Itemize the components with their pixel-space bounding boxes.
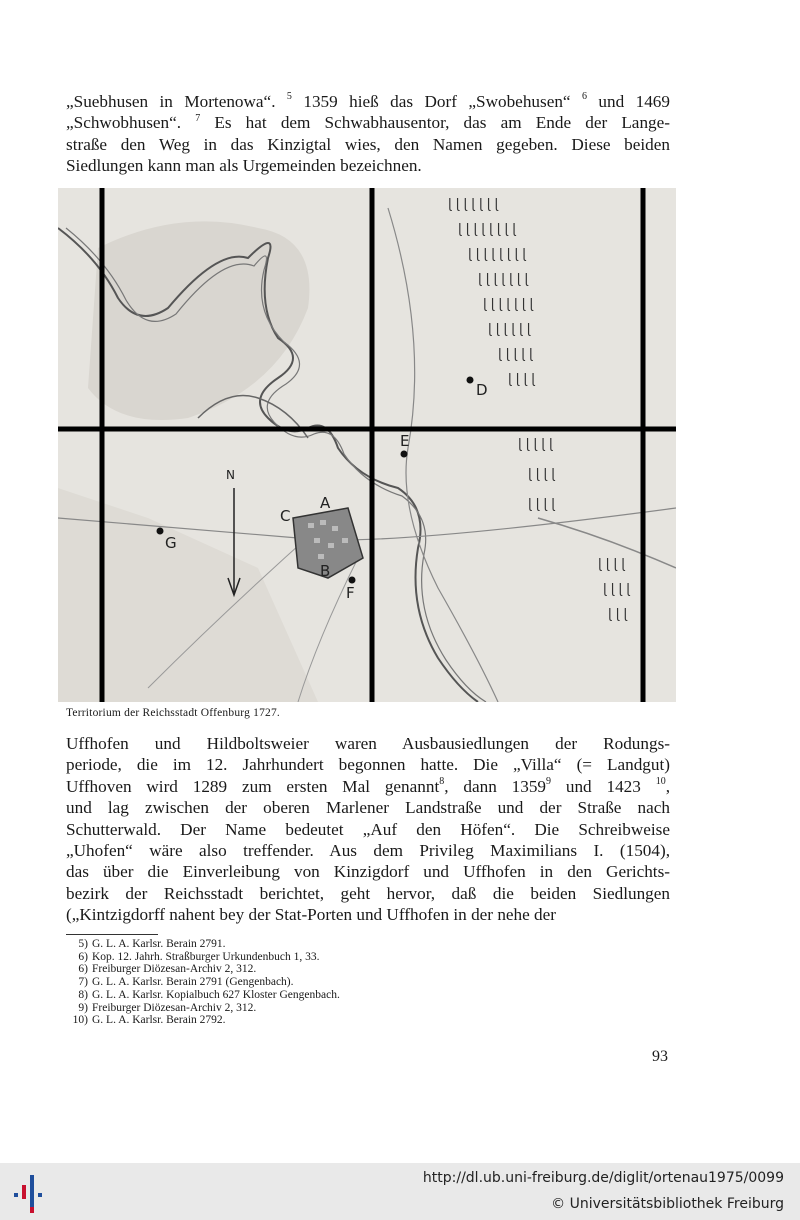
intro-line [66,155,670,176]
text-run: Uffhofen und Hildboltsweier waren Ausbausiedlungen der Rodungs- [66,734,670,753]
footnotes [66,938,670,1027]
intro-paragraph [66,91,670,177]
text-run: Es hat dem Schwabhausentor, das am Ende der Lange- [200,113,670,133]
footnote-ref: 6 [581,91,587,103]
text-run: 1359 hieß das Dorf „Swobehusen“ [291,92,582,111]
text-run: , [665,776,671,796]
footnote-number: 6) [78,963,88,976]
map-label-c: C [280,507,291,525]
map-label-e: E [400,432,410,450]
footnote-number: 8) [78,988,88,1001]
text-run: Schutterwald. Der Name bedeutet „Auf den Höfen“. Die Schreibweise [66,819,670,839]
footnote-ref: 7 [195,112,201,124]
footnote-text: G. L. A. Karlsr. Berain 2792. [92,1014,226,1027]
main-line [66,861,670,882]
footnote-item [66,1002,670,1015]
map-label-b: B [320,562,331,580]
text-run: Uffhoven wird 1289 zum ersten Mal genannt [66,776,440,796]
footnote-text: G. L. A. Karlsr. Kopialbuch 627 Kloster Gengenbach. [92,988,340,1001]
footnote-item [66,989,670,1002]
footnote-item [66,1014,670,1027]
text-run: und lag zwischen der oberen Marlener Landstraße und der Straße nach [66,798,670,818]
text-run: „Schwobhusen“. [66,113,196,133]
main-line [66,883,670,904]
intro-line [66,134,670,155]
footnote-item [66,963,670,976]
footnote-number: 5) [78,938,88,950]
footer-copyright: © Universitätsbibliothek Freiburg [551,1196,784,1212]
svg-text:ɭ ɭ ɭ ɭ ɭ ɭ ɭ: ɭ ɭ ɭ ɭ ɭ ɭ ɭ [483,297,534,312]
main-line [66,819,670,840]
svg-text:ɭ ɭ ɭ ɭ ɭ ɭ ɭ ɭ: ɭ ɭ ɭ ɭ ɭ ɭ ɭ ɭ [468,247,526,262]
main-line [66,840,670,861]
footnote-text: Freiburger Diözesan-Archiv 2, 312. [92,963,257,976]
main-paragraph [66,733,670,926]
footer-url-link[interactable]: http://dl.ub.uni-freiburg.de/diglit/ortenau1975/0099 [422,1170,784,1186]
main-line [66,754,670,775]
text-run: straße den Weg in das Kinzigtal wies, den Namen gegeben. Diese beiden [66,134,670,154]
main-line [66,776,670,797]
footnote-number: 6) [78,950,88,963]
svg-text:ɭ ɭ ɭ ɭ ɭ ɭ: ɭ ɭ ɭ ɭ ɭ ɭ [488,322,531,337]
svg-text:ɭ ɭ ɭ ɭ: ɭ ɭ ɭ ɭ [528,467,555,482]
footnote-text: Freiburger Diözesan-Archiv 2, 312. [92,1001,257,1014]
svg-text:ɭ ɭ ɭ ɭ ɭ: ɭ ɭ ɭ ɭ ɭ [498,347,533,362]
svg-text:ɭ ɭ ɭ ɭ: ɭ ɭ ɭ ɭ [598,557,625,572]
intro-line [66,112,670,133]
text-run: Siedlungen kann man als Urgemeinden bezeichnen. [66,156,422,176]
map-label-n: N [226,468,235,482]
footnote-rule [66,934,158,935]
footnote-ref: 5 [286,91,292,103]
main-line [66,904,670,925]
footnote-ref: 9 [546,776,552,788]
library-footer [0,1163,800,1220]
svg-text:ɭ ɭ ɭ ɭ: ɭ ɭ ɭ ɭ [603,582,630,597]
page-number: 93 [652,1048,668,1065]
text-run: das über die Einverleibung von Kinzigdorf und Uffhofen in den Gerichts- [66,862,670,882]
map-label-f: F [346,584,355,602]
footnote-text: Kop. 12. Jahrh. Straßburger Urkundenbuch 1, 33. [92,950,320,963]
text-run: periode, die im 12. Jahrhundert begonnen hatte. Die „Villa“ (= Landgut) [66,755,670,775]
text-run: , dann 1359 [444,776,547,796]
map-label-d: D [476,381,488,399]
text-run: und 1423 [551,776,656,796]
footnote-text: G. L. A. Karlsr. Berain 2791 (Gengenbach). [92,976,294,989]
library-logo-icon [10,1171,50,1215]
map-label-g: G [165,534,177,552]
footnote-number: 10) [72,1014,88,1027]
footnote-item [66,938,670,951]
svg-text:ɭ ɭ ɭ ɭ ɭ: ɭ ɭ ɭ ɭ ɭ [518,437,553,452]
svg-text:ɭ ɭ ɭ ɭ: ɭ ɭ ɭ ɭ [528,497,555,512]
text-run: („Kintzigdorff nahent bey der Stat-Porten und Uffhofen in der nehe der [66,905,557,925]
footnote-item [66,976,670,989]
footnote-text: G. L. A. Karlsr. Berain 2791. [92,938,226,950]
map-caption: Territorium der Reichsstadt Offenburg 1727. [66,707,281,719]
main-line [66,733,670,754]
svg-text:ɭ ɭ ɭ ɭ ɭ ɭ ɭ: ɭ ɭ ɭ ɭ ɭ ɭ ɭ [448,197,499,212]
text-run: „Uhofen“ wäre also treffender. Aus dem Privileg Maximilians I. (1504), [66,841,670,861]
footnote-number: 9) [78,1001,88,1014]
svg-text:ɭ ɭ ɭ ɭ ɭ ɭ ɭ ɭ: ɭ ɭ ɭ ɭ ɭ ɭ ɭ ɭ [458,222,516,237]
main-line [66,797,670,818]
footnote-number: 7) [78,976,88,989]
text-run: „Suebhusen in Mortenowa“. [66,92,287,111]
map-label-a: A [320,494,331,512]
historical-map [58,188,676,702]
svg-text:ɭ ɭ ɭ: ɭ ɭ ɭ [608,607,628,622]
svg-text:ɭ ɭ ɭ ɭ ɭ ɭ ɭ: ɭ ɭ ɭ ɭ ɭ ɭ ɭ [478,272,529,287]
footnote-ref: 8 [439,776,445,788]
intro-line [66,91,670,112]
footnote-ref: 10 [655,776,666,788]
svg-text:ɭ ɭ ɭ ɭ: ɭ ɭ ɭ ɭ [508,372,535,387]
text-run: bezirk der Reichsstadt berichtet, geht hervor, daß die beiden Siedlungen [66,883,670,903]
footnote-item [66,951,670,964]
text-run: und 1469 [586,92,670,111]
